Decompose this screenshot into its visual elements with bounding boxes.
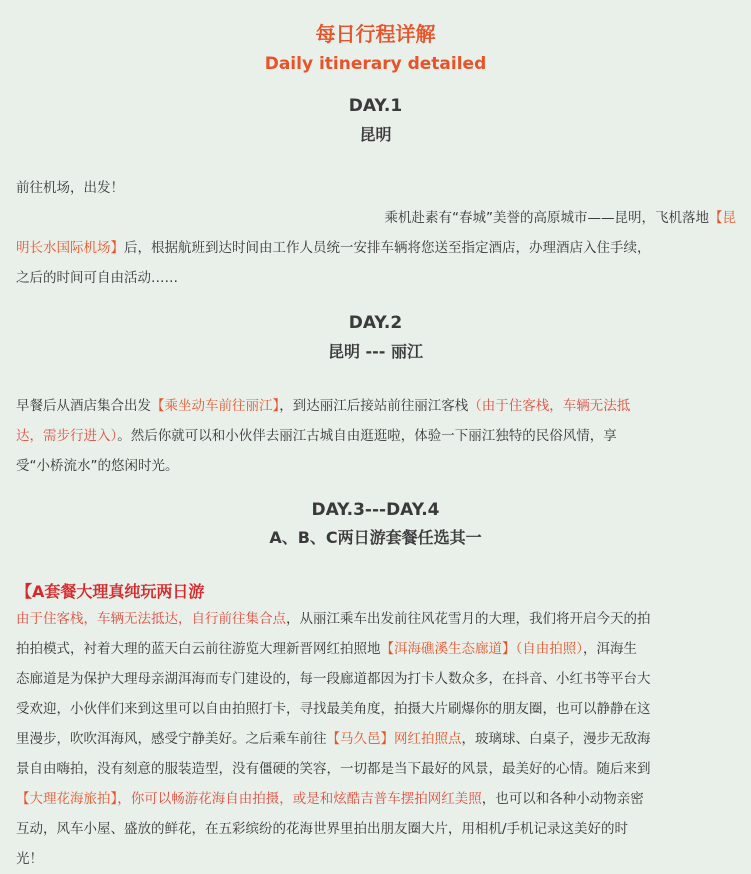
day2-highlight: 【乘坐动车前往丽江】	[151, 398, 280, 414]
package-a-highlight: 由于住客栈，车辆无法抵达，自行前往集合点	[16, 611, 286, 627]
package-a-text: 拍拍模式，衬着大理的蓝天白云前往游览大理新晋网红拍照地	[16, 641, 381, 657]
package-a-text: ，玻璃球、白桌子，漫步无敌海	[461, 731, 651, 747]
day2-line-3: 受“小桥流水”的悠闲时光。	[16, 458, 179, 474]
day1-line-1: 前往机场，出发！	[16, 180, 124, 196]
day2-highlight: （由于住客栈，车辆无法抵	[468, 398, 631, 414]
day1-route: 昆明	[359, 125, 392, 144]
package-a-line	[16, 784, 736, 814]
day34-route: A、B、C两日游套餐任选其一	[269, 528, 482, 547]
day1-line-2	[16, 203, 736, 233]
day2-description	[16, 391, 736, 481]
package-a-highlight: 【洱海礁溪生态廊道】（自由拍照）	[380, 641, 583, 657]
package-a-highlight: 【大理花海旅拍】	[16, 791, 118, 807]
package-a-highlight: ，你可以畅游花海自由拍摄，或是和炫酷吉普车摆拍网红美照	[117, 791, 482, 807]
package-a-line: 互动，风车小屋、盛放的鲜花，在五彩缤纷的花海世界里拍出朋友圈大片，用相机/手机记录这美好的时	[16, 821, 629, 837]
day2-text: 早餐后从酒店集合出发	[16, 398, 151, 414]
package-a-description	[16, 604, 736, 874]
day1-line-4: 之后的时间可自由活动……	[16, 270, 178, 286]
day2-highlight: 达，需步行进入）	[16, 428, 118, 444]
day1-label: DAY.1	[348, 96, 403, 116]
package-a-highlight: 【马久邑】网红拍照点	[326, 731, 462, 747]
day1-highlight: 【昆	[709, 210, 736, 226]
package-a-text: ，从丽江乘车出发前往风花雪月的大理，我们将开启今天的拍	[286, 611, 651, 627]
day1-description	[16, 173, 736, 293]
package-a-line: 受欢迎，小伙伴们来到这里可以自由拍照打卡，寻找最美角度，拍摄大片刷爆你的朋友圈，也可以静静在这	[16, 701, 651, 717]
day2-route: 昆明 --- 丽江	[327, 342, 424, 361]
package-a-line	[16, 604, 736, 634]
day1-highlight: 明长水国际机场】	[16, 240, 124, 256]
day2-line-2	[16, 421, 736, 451]
package-a-text: ，洱海生	[583, 641, 637, 657]
package-a-text: 里漫步，吹吹洱海风，感受宁静美好。之后乘车前往	[16, 731, 327, 747]
package-a-line	[16, 724, 736, 754]
day2-text: 。然后你就可以和小伙伴去丽江古城自由逛逛啦，体验一下丽江独特的民俗风情，享	[117, 428, 617, 444]
package-a-text: ，也可以和各种小动物亲密	[481, 791, 644, 807]
package-a-title: 【A套餐大理真纯玩两日游	[16, 582, 205, 601]
day34-label: DAY.3---DAY.4	[311, 500, 440, 520]
package-a-line: 态廊道是为保护大理母亲湖洱海而专门建设的，每一段廊道都因为打卡人数众多，在抖音、小红书等平台大	[16, 671, 651, 687]
day1-line-3	[16, 233, 736, 263]
day1-text: 乘机赴素有“春城”美誉的高原城市——昆明，飞机落地	[384, 210, 709, 226]
package-a-line: 光！	[16, 851, 43, 867]
package-a-line	[16, 634, 736, 664]
day2-text: ，到达丽江后接站前往丽江客栈	[279, 398, 469, 414]
page-title: 每日行程详解	[315, 22, 436, 46]
package-a-line: 景自由嗨拍，没有刻意的服装造型，没有僵硬的笑容，一切都是当下最好的风景，最美好的心情。随后来到	[16, 761, 651, 777]
day2-line-1	[16, 391, 736, 421]
day2-label: DAY.2	[348, 313, 403, 333]
page-subtitle: Daily itinerary detailed	[264, 54, 487, 74]
day1-text: 后，根据航班到达时间由工作人员统一安排车辆将您送至指定酒店，办理酒店入住手续，	[124, 240, 651, 256]
